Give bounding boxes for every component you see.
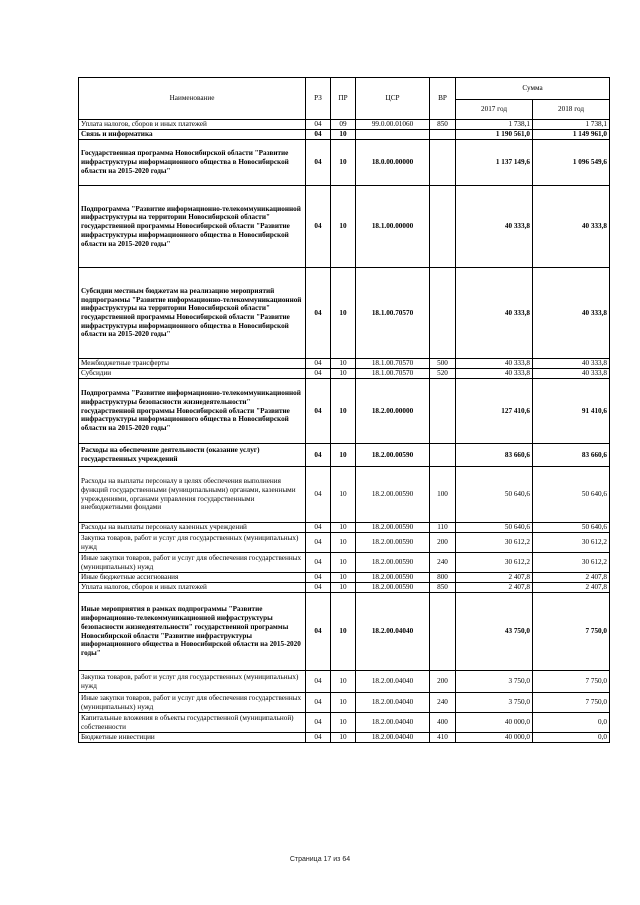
cell-vr [430,444,456,467]
cell-rz: 04 [306,359,331,369]
cell-csr: 18.2.00.04040 [356,713,430,733]
cell-name: Государственная программа Новосибирской области "Развитие инфраструктуры информационного общества в Новосибирской области на 2015-2020 годы" [79,140,306,186]
cell-sum-2018: 1 149 961,0 [533,130,610,140]
cell-sum-2018: 2 407,8 [533,573,610,583]
cell-rz: 04 [306,593,331,671]
cell-sum-2017: 83 660,6 [456,444,533,467]
cell-pr: 10 [331,186,356,268]
cell-sum-2017: 127 410,6 [456,379,533,444]
cell-name: Подпрограмма "Развитие информационно-телекоммуникационной инфраструктуры на территории Новосибирской области" государственной программы Новосибирской области "Развитие инфраструктуры информационного общества в Новосибирской области на 2015-2020 годы" [79,186,306,268]
cell-csr: 18.0.00.00000 [356,140,430,186]
cell-vr: 400 [430,713,456,733]
cell-vr: 200 [430,671,456,693]
header-csr: ЦСР [356,78,430,120]
cell-vr [430,593,456,671]
cell-sum-2017: 30 612,2 [456,553,533,573]
cell-csr: 18.2.00.00590 [356,467,430,523]
cell-name: Субсидии местным бюджетам на реализацию мероприятий подпрограммы "Развитие информационно-телекоммуникационной инфраструктуры на территории Новосибирской области" государственной программы Новосибирской области "Развитие инфраструктуры информационного общества в Новосибирской области на 2015-2020 годы" [79,268,306,359]
cell-csr: 18.2.00.00000 [356,379,430,444]
table-row [79,593,610,671]
cell-vr: 200 [430,533,456,553]
cell-vr: 410 [430,733,456,743]
cell-sum-2018: 0,0 [533,713,610,733]
cell-name: Связь и информатика [79,130,306,140]
cell-pr: 10 [331,379,356,444]
cell-sum-2017: 40 000,0 [456,733,533,743]
cell-pr: 10 [331,583,356,593]
cell-rz: 04 [306,369,331,379]
cell-pr: 10 [331,553,356,573]
table-row [79,713,610,733]
cell-rz: 04 [306,186,331,268]
cell-pr: 10 [331,733,356,743]
cell-name: Иные закупки товаров, работ и услуг для обеспечения государственных (муниципальных) нужд [79,693,306,713]
budget-table [78,77,610,743]
cell-rz: 04 [306,671,331,693]
cell-csr: 18.1.00.70570 [356,268,430,359]
cell-vr: 100 [430,467,456,523]
cell-sum-2018: 30 612,2 [533,553,610,573]
cell-rz: 04 [306,693,331,713]
cell-sum-2018: 40 333,8 [533,369,610,379]
cell-vr [430,379,456,444]
cell-csr: 18.2.00.00590 [356,523,430,533]
cell-csr: 18.2.00.04040 [356,733,430,743]
table-row [79,130,610,140]
cell-rz: 04 [306,268,331,359]
cell-name: Межбюджетные трансферты [79,359,306,369]
cell-vr [430,140,456,186]
cell-csr: 18.2.00.00590 [356,583,430,593]
cell-vr: 240 [430,553,456,573]
header-pr: ПР [331,78,356,120]
cell-sum-2018: 91 410,6 [533,379,610,444]
cell-vr [430,268,456,359]
header-name: Наименование [79,78,306,120]
cell-name: Расходы на выплаты персоналу казенных учреждений [79,523,306,533]
table-row [79,523,610,533]
cell-csr: 18.2.00.00590 [356,573,430,583]
table-row [79,186,610,268]
cell-name: Субсидии [79,369,306,379]
cell-vr [430,186,456,268]
cell-sum-2017: 2 407,8 [456,573,533,583]
header-year-2017: 2017 год [456,100,533,120]
cell-rz: 04 [306,130,331,140]
cell-name: Расходы на выплаты персоналу в целях обеспечения выполнения функций государственными (муниципальными) органами, казенными учреждениями, органами управления государственными внебюджетными фондами [79,467,306,523]
header-sum: Сумма [456,78,610,100]
table-row [79,573,610,583]
table-row [79,359,610,369]
cell-sum-2018: 50 640,6 [533,467,610,523]
cell-sum-2018: 7 750,0 [533,671,610,693]
cell-sum-2018: 50 640,6 [533,523,610,533]
cell-csr: 18.2.00.00590 [356,533,430,553]
cell-pr: 10 [331,593,356,671]
cell-name: Закупка товаров, работ и услуг для государственных (муниципальных) нужд [79,671,306,693]
cell-pr: 10 [331,671,356,693]
cell-sum-2018: 40 333,8 [533,186,610,268]
table-row [79,379,610,444]
cell-name: Иные закупки товаров, работ и услуг для обеспечения государственных (муниципальных) нужд [79,553,306,573]
cell-pr: 10 [331,268,356,359]
cell-sum-2017: 3 750,0 [456,671,533,693]
cell-name: Уплата налогов, сборов и иных платежей [79,120,306,130]
cell-pr: 10 [331,467,356,523]
table-row [79,120,610,130]
cell-name: Расходы на обеспечение деятельности (оказание услуг) государственных учреждений [79,444,306,467]
cell-rz: 04 [306,533,331,553]
cell-csr: 18.1.00.00000 [356,186,430,268]
budget-table-body [79,120,610,743]
table-row [79,444,610,467]
cell-sum-2017: 40 333,8 [456,369,533,379]
cell-rz: 04 [306,120,331,130]
cell-vr: 500 [430,359,456,369]
cell-sum-2018: 83 660,6 [533,444,610,467]
cell-sum-2018: 0,0 [533,733,610,743]
cell-sum-2017: 2 407,8 [456,583,533,593]
cell-sum-2017: 50 640,6 [456,523,533,533]
cell-rz: 04 [306,523,331,533]
cell-rz: 04 [306,553,331,573]
cell-name: Закупка товаров, работ и услуг для государственных (муниципальных) нужд [79,533,306,553]
header-rz: РЗ [306,78,331,120]
cell-name: Капитальные вложения в объекты государственной (муниципальной) собственности [79,713,306,733]
cell-sum-2017: 1 190 561,0 [456,130,533,140]
cell-csr: 18.2.00.04040 [356,693,430,713]
cell-pr: 10 [331,140,356,186]
cell-pr: 10 [331,533,356,553]
header-vr: ВР [430,78,456,120]
table-row [79,369,610,379]
cell-csr: 18.1.00.70570 [356,369,430,379]
table-row [79,140,610,186]
cell-csr [356,130,430,140]
cell-sum-2017: 40 000,0 [456,713,533,733]
cell-sum-2017: 40 333,8 [456,268,533,359]
cell-name: Бюджетные инвестиции [79,733,306,743]
header-year-2018: 2018 год [533,100,610,120]
cell-rz: 04 [306,467,331,523]
table-row [79,733,610,743]
cell-rz: 04 [306,713,331,733]
cell-name: Подпрограмма "Развитие информационно-телекоммуникационной инфраструктуры безопасности жизнедеятельности" государственной программы Новосибирской области "Развитие инфраструктуры информационного общества в Новосибирской области на 2015-2020 годы" [79,379,306,444]
cell-name: Уплата налогов, сборов и иных платежей [79,583,306,593]
cell-sum-2018: 40 333,8 [533,268,610,359]
cell-pr: 10 [331,444,356,467]
cell-pr: 10 [331,523,356,533]
cell-sum-2017: 3 750,0 [456,693,533,713]
cell-vr [430,130,456,140]
cell-rz: 04 [306,733,331,743]
cell-csr: 18.2.00.04040 [356,593,430,671]
cell-pr: 10 [331,713,356,733]
cell-csr: 18.2.00.00590 [356,444,430,467]
cell-pr: 10 [331,573,356,583]
cell-sum-2018: 1 738,1 [533,120,610,130]
cell-vr: 110 [430,523,456,533]
table-row [79,467,610,523]
cell-sum-2017: 30 612,2 [456,533,533,553]
cell-vr: 850 [430,120,456,130]
cell-pr: 09 [331,120,356,130]
cell-rz: 04 [306,379,331,444]
table-row [79,553,610,573]
cell-sum-2017: 1 738,1 [456,120,533,130]
cell-sum-2018: 1 096 549,6 [533,140,610,186]
cell-rz: 04 [306,583,331,593]
cell-csr: 18.2.00.04040 [356,671,430,693]
cell-vr: 520 [430,369,456,379]
cell-sum-2017: 50 640,6 [456,467,533,523]
cell-vr: 240 [430,693,456,713]
cell-vr: 800 [430,573,456,583]
table-row [79,671,610,693]
cell-csr: 18.1.00.70570 [356,359,430,369]
cell-csr: 99.0.00.01060 [356,120,430,130]
cell-rz: 04 [306,140,331,186]
cell-pr: 10 [331,369,356,379]
cell-pr: 10 [331,359,356,369]
cell-sum-2018: 40 333,8 [533,359,610,369]
table-row [79,583,610,593]
cell-sum-2017: 43 750,0 [456,593,533,671]
cell-sum-2017: 40 333,8 [456,186,533,268]
cell-pr: 10 [331,693,356,713]
cell-name: Иные бюджетные ассигнования [79,573,306,583]
cell-sum-2017: 40 333,8 [456,359,533,369]
cell-sum-2018: 2 407,8 [533,583,610,593]
cell-sum-2018: 7 750,0 [533,693,610,713]
cell-csr: 18.2.00.00590 [356,553,430,573]
cell-sum-2018: 30 612,2 [533,533,610,553]
page-number: Страница 17 из 64 [289,856,351,863]
table-row [79,533,610,553]
cell-rz: 04 [306,573,331,583]
cell-rz: 04 [306,444,331,467]
cell-name: Иные мероприятия в рамках подпрограммы "Развитие информационно-телекоммуникационной инфраструктуры безопасности жизнедеятельности" государственной программы Новосибирской области "Развитие инфраструктуры информационного общества в Новосибирской области на 2015-2020 годы" [79,593,306,671]
cell-vr: 850 [430,583,456,593]
table-row [79,693,610,713]
table-row [79,268,610,359]
cell-pr: 10 [331,130,356,140]
cell-sum-2018: 7 750,0 [533,593,610,671]
cell-sum-2017: 1 137 149,6 [456,140,533,186]
